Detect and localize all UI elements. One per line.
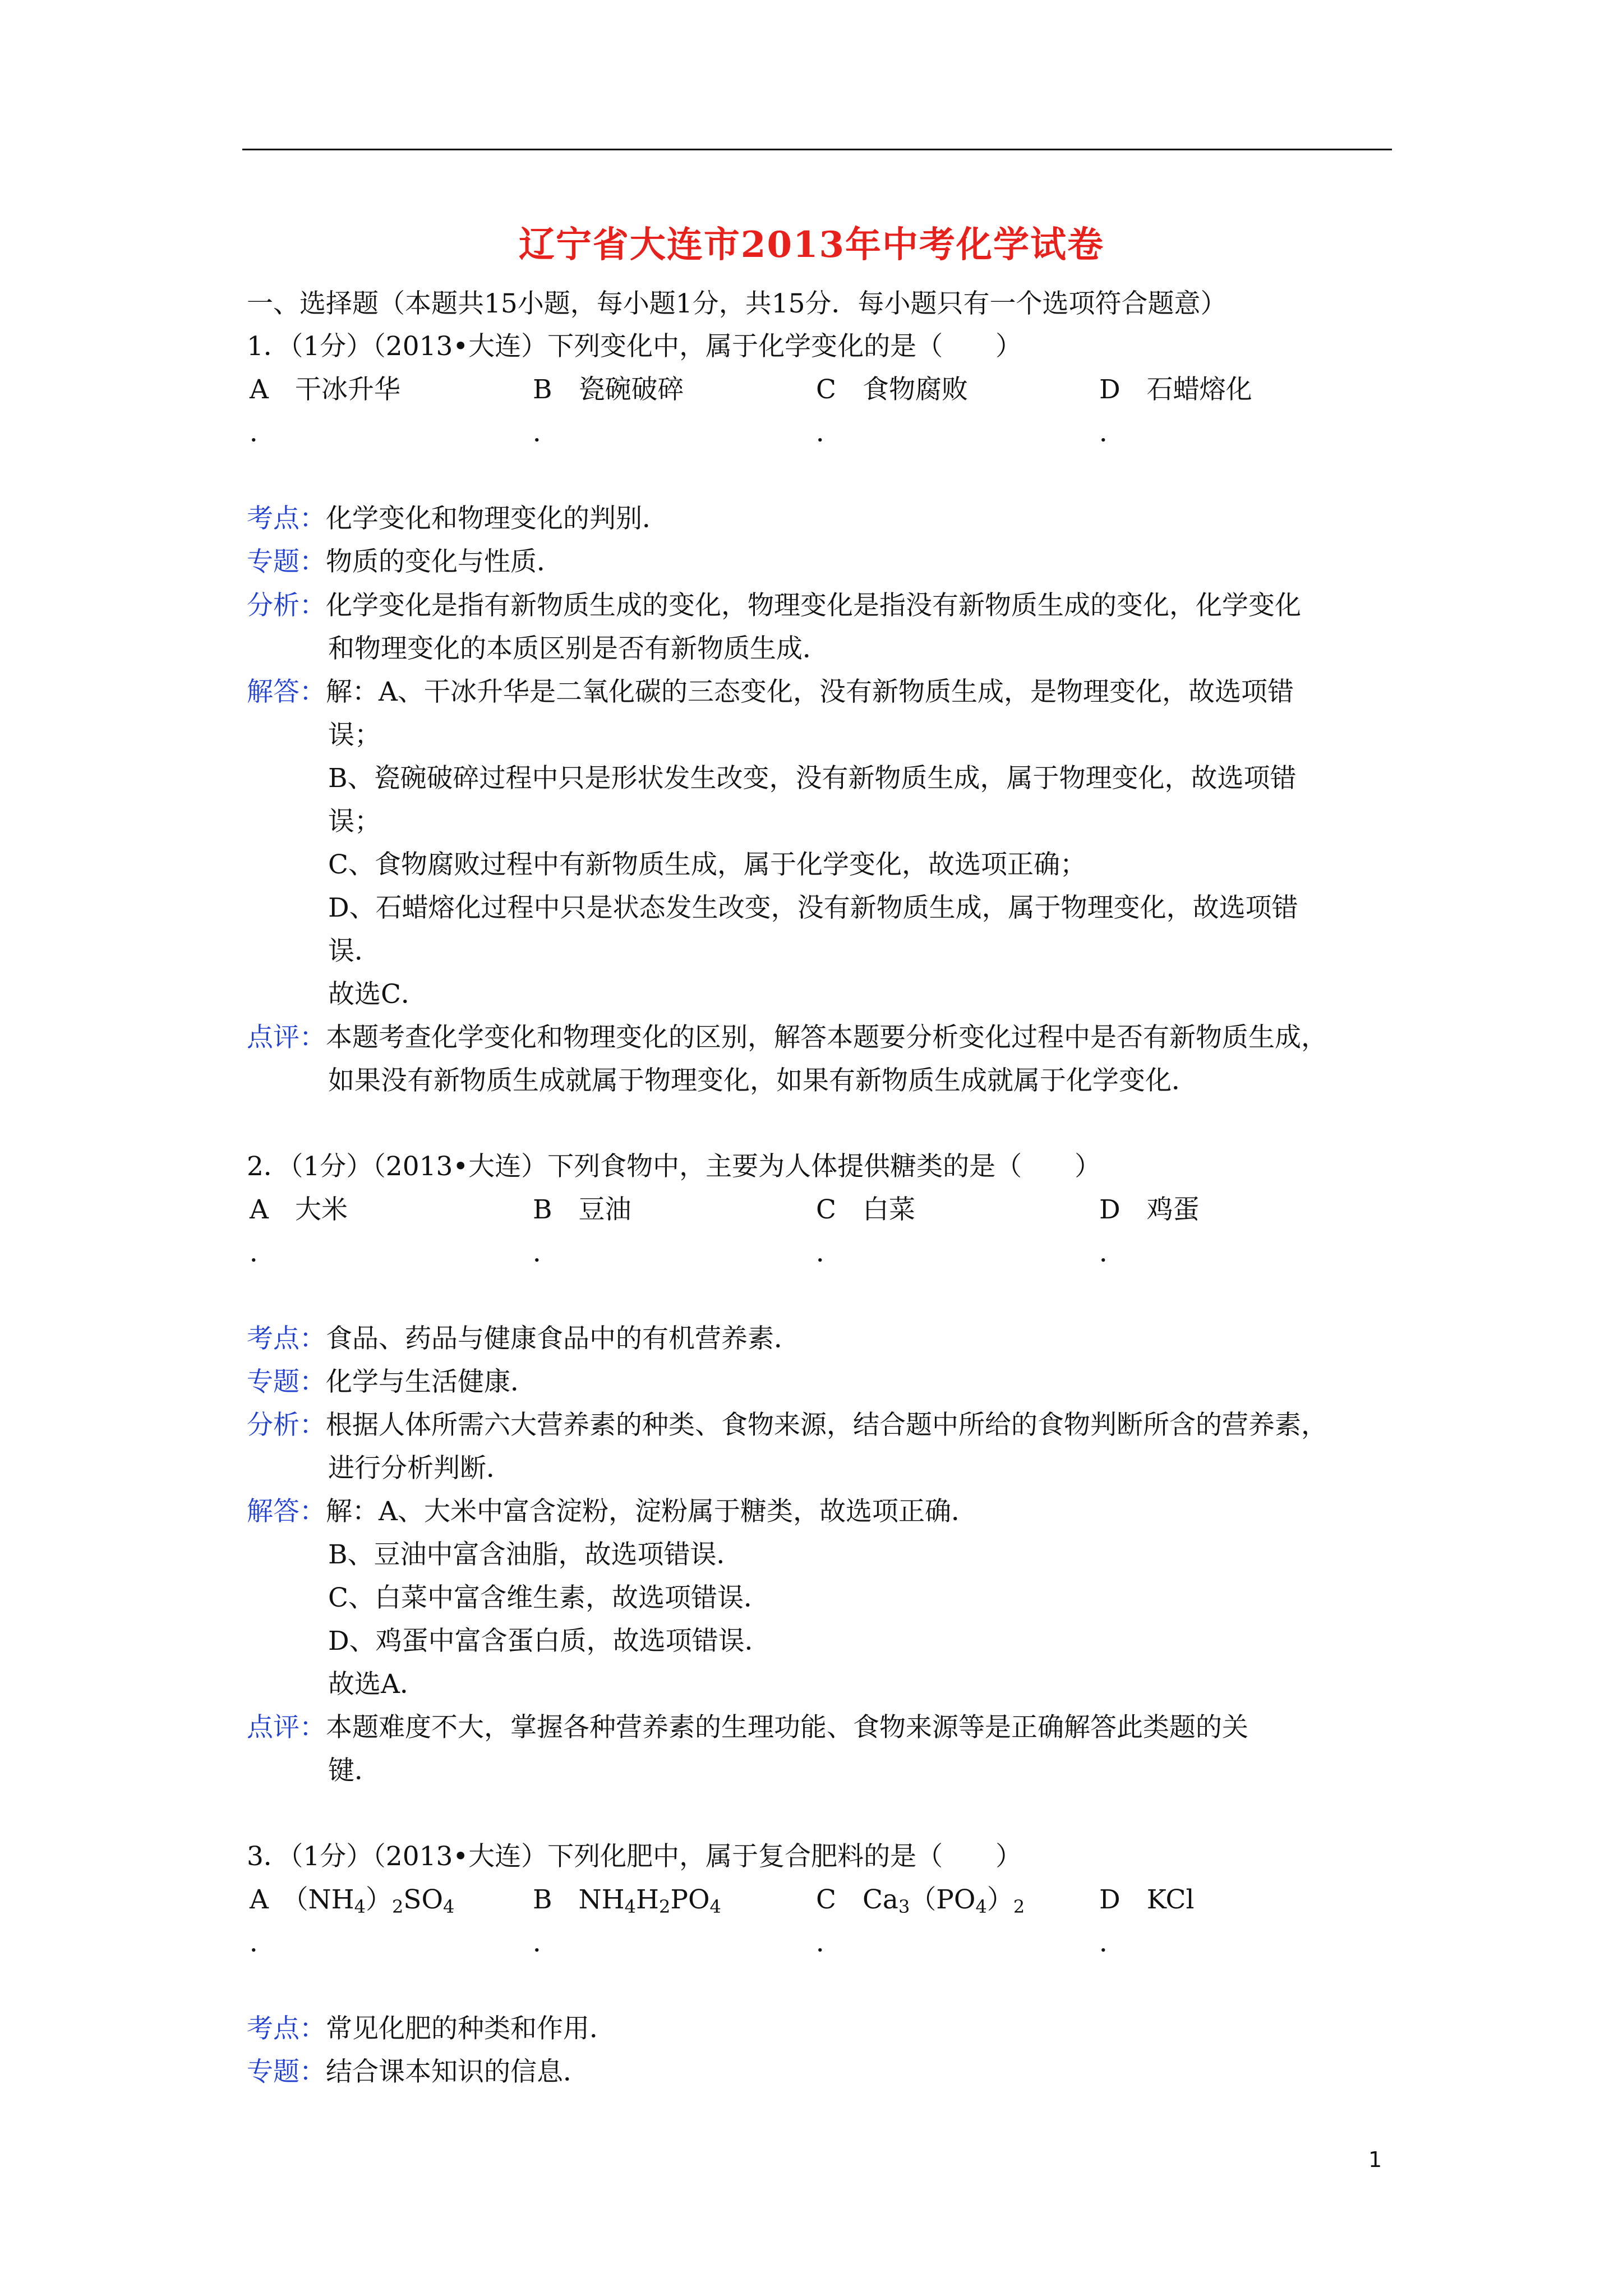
q1-fenxi-cont: 和物理变化的本质区别是否有新物质生成． (328, 633, 829, 664)
q1-jieda-line: 误． (328, 936, 381, 967)
q1-jieda-line: 故选C． (328, 979, 427, 1010)
q1-fenxi: 分析：化学变化是指有新物质生成的变化，物理变化是指没有新物质生成的变化，化学变化 (247, 590, 1301, 621)
q2-dot-b: ． (533, 1237, 559, 1268)
q3-zhuanti: 专题：结合课本知识的信息． (247, 2056, 589, 2087)
q1-dot-b: ． (533, 417, 559, 448)
q1-stem: 1．（1分）（2013•大连）下列变化中，属于化学变化的是（ ） (247, 331, 1022, 362)
kaodian-label: 考点： (247, 2013, 326, 2044)
q3-dot-b: ． (533, 1927, 559, 1958)
q1-option-c: C 食物腐败 (816, 374, 968, 405)
q2-option-a: A 大米 (250, 1194, 348, 1225)
q2-dot-d: ． (1099, 1237, 1126, 1268)
q3-kaodian: 考点：常见化肥的种类和作用． (247, 2013, 616, 2044)
section-heading: 一、选择题（本题共15小题，每小题1分，共15分．每小题只有一个选项符合题意） (247, 288, 1227, 319)
zhuanti-label: 专题： (247, 546, 326, 577)
q1-dot-a: ． (250, 417, 276, 448)
q2-fenxi-cont: 进行分析判断． (328, 1453, 513, 1484)
q2-jieda-line: C、白菜中富含维生素，故选项错误． (328, 1582, 770, 1613)
q1-jieda-line: 误； (328, 806, 381, 837)
q2-fenxi: 分析：根据人体所需六大营养素的种类、食物来源，结合题中所给的食物判断所含的营养素， (247, 1410, 1327, 1441)
q2-option-b: B 豆油 (533, 1194, 631, 1225)
page-number: 1 (1368, 2147, 1382, 2172)
q2-dot-c: ． (816, 1237, 842, 1268)
q1-dot-c: ． (816, 417, 842, 448)
q2-jieda-line: 故选A． (328, 1669, 426, 1700)
q2-dianping: 点评：本题难度不大，掌握各种营养素的生理功能、食物来源等是正确解答此类题的关 (247, 1712, 1248, 1743)
q1-jieda-line: C、食物腐败过程中有新物质生成，属于化学变化，故选项正确； (328, 849, 1086, 880)
q2-option-d: D 鸡蛋 (1099, 1194, 1200, 1225)
q3-option-b: B $NH_4H_2PO_4$ (533, 1884, 721, 1917)
q2-jieda: 解答：解：A、大米中富含淀粉，淀粉属于糖类，故选项正确． (247, 1496, 978, 1527)
kaodian-label: 考点： (247, 503, 326, 534)
q2-zhuanti: 专题：化学与生活健康． (247, 1366, 537, 1397)
page-title: 辽宁省大连市2013年中考化学试卷 (518, 224, 1105, 266)
fenxi-label: 分析： (247, 1410, 326, 1441)
q1-zhuanti: 专题：物质的变化与性质． (247, 546, 563, 577)
q2-dot-a: ． (250, 1237, 276, 1268)
kaodian-label: 考点： (247, 1323, 326, 1354)
jieda-label: 解答： (247, 1496, 326, 1527)
fenxi-label: 分析： (247, 590, 326, 621)
q2-stem: 2．（1分）（2013•大连）下列食物中，主要为人体提供糖类的是（ ） (247, 1151, 1101, 1182)
dianping-label: 点评： (247, 1712, 326, 1743)
q3-option-a: A $(NH_4)_2SO_4$ (250, 1884, 455, 1917)
header-rule (242, 149, 1392, 150)
q3-dot-d: ． (1099, 1927, 1126, 1958)
q1-jieda: 解答：解：A、干冰升华是二氧化碳的三态变化，没有新物质生成，是物理变化，故选项错 (247, 677, 1294, 707)
q2-dianping-cont: 键． (328, 1755, 381, 1786)
q1-dot-d: ． (1099, 417, 1126, 448)
jieda-label: 解答： (247, 677, 326, 707)
q2-jieda-line: D、鸡蛋中富含蛋白质，故选项错误． (328, 1626, 771, 1657)
q1-kaodian: 考点：化学变化和物理变化的判别． (247, 503, 668, 534)
q1-option-b: B 瓷碗破碎 (533, 374, 684, 405)
q1-dianping-cont: 如果没有新物质生成就属于物理变化，如果有新物质生成就属于化学变化． (328, 1065, 1198, 1096)
q3-option-c: C $Ca_3(PO_4)_2$ (816, 1884, 1025, 1917)
q3-option-d: D KCl (1099, 1884, 1195, 1915)
q1-dianping: 点评：本题考查化学变化和物理变化的区别，解答本题要分析变化过程中是否有新物质生成， (247, 1022, 1327, 1053)
zhuanti-label: 专题： (247, 1366, 326, 1397)
zhuanti-label: 专题： (247, 2056, 326, 2087)
q2-option-c: C 白菜 (816, 1194, 915, 1225)
q1-jieda-line: D、石蜡熔化过程中只是状态发生改变，没有新物质生成，属于物理变化，故选项错 (328, 892, 1298, 923)
q1-option-a: A 干冰升华 (250, 374, 400, 405)
q3-stem: 3．（1分）（2013•大连）下列化肥中，属于复合肥料的是（ ） (247, 1841, 1022, 1872)
q1-jieda-line: B、瓷碗破碎过程中只是形状发生改变，没有新物质生成，属于物理变化，故选项错 (328, 763, 1297, 794)
q3-dot-a: ． (250, 1927, 276, 1958)
q2-jieda-line: B、豆油中富含油脂，故选项错误． (328, 1539, 743, 1570)
q3-dot-c: ． (816, 1927, 842, 1958)
q1-option-d: D 石蜡熔化 (1099, 374, 1252, 405)
dianping-label: 点评： (247, 1022, 326, 1053)
q1-jieda-line: 误； (328, 720, 381, 751)
q2-kaodian: 考点：食品、药品与健康食品中的有机营养素． (247, 1323, 800, 1354)
